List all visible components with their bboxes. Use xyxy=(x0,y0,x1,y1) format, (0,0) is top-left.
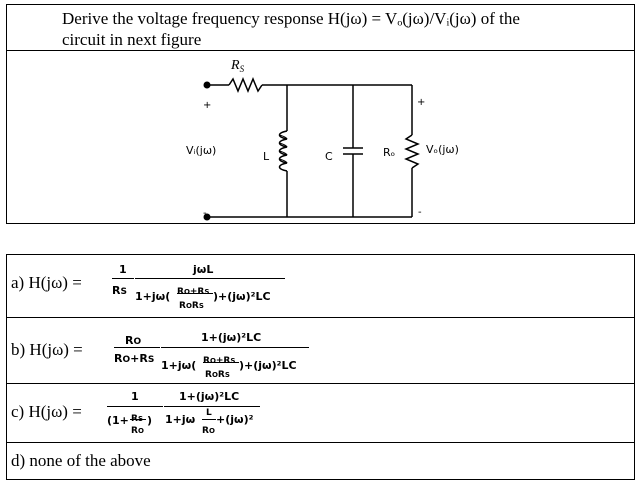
question-text: Derive the voltage frequency response H(jω) = Vₒ(jω)/Vᵢ(jω) of the xyxy=(62,9,520,28)
option-a-num1: 1 xyxy=(119,263,127,276)
option-b-inner-num: RO+RS xyxy=(203,356,236,366)
option-c-den1-post: ) xyxy=(147,414,153,427)
option-a-label: a) H(jω) = xyxy=(11,273,82,292)
option-d[interactable] xyxy=(7,443,634,479)
option-a-inner-num: RO+RS xyxy=(177,287,210,297)
ro-label: Rₒ xyxy=(383,146,396,159)
minus-left: - xyxy=(203,208,207,219)
option-c-den1-inner-den: RO xyxy=(131,426,144,436)
option-c-den2-pre: 1+jω xyxy=(165,413,196,426)
rs-label: $R_S$ xyxy=(231,58,245,74)
resistor-rs xyxy=(229,79,262,91)
option-b-den2-post: )+(jω)²LC xyxy=(239,359,297,372)
question-box xyxy=(6,4,635,224)
option-b-label: b) H(jω) = xyxy=(11,340,83,359)
option-d-label: d) none of the above xyxy=(11,451,151,470)
option-b-den1: RO+RS xyxy=(114,352,155,365)
resistor-ro xyxy=(406,135,418,168)
option-c-num1: 1 xyxy=(131,390,139,403)
option-c-den1-inner-num: RS xyxy=(131,414,143,424)
option-a-num2: jωL xyxy=(193,263,214,276)
vi-label: Vᵢ(jω) xyxy=(186,144,217,157)
terminal-top-left xyxy=(204,82,211,89)
circuit-diagram xyxy=(7,51,634,223)
vo-label: Vₒ(jω) xyxy=(426,143,459,156)
option-c-num2: 1+(jω)²LC xyxy=(179,390,240,403)
option-a-den2-post: )+(jω)²LC xyxy=(213,290,271,303)
c-label: C xyxy=(325,150,333,163)
option-a-inner-den: RORS xyxy=(179,301,204,311)
option-c-den1-pre: (1+ xyxy=(107,414,129,427)
option-a[interactable] xyxy=(7,255,634,317)
option-c[interactable] xyxy=(7,384,634,442)
options-box xyxy=(6,254,635,480)
l-label: L xyxy=(263,150,270,163)
question-text-line2: circuit in next figure xyxy=(62,30,202,49)
option-c-den2-post: +(jω)² xyxy=(216,413,254,426)
option-c-den2-inner-den: RO xyxy=(202,426,215,436)
plus-right: + xyxy=(417,97,426,108)
minus-right: - xyxy=(418,207,422,218)
option-a-den1: RS xyxy=(112,284,127,297)
plus-left: + xyxy=(203,100,212,111)
option-b-num1: RO xyxy=(125,334,142,347)
option-b[interactable] xyxy=(7,318,634,383)
option-b-den2-pre: 1+jω( xyxy=(161,359,197,372)
option-c-label: c) H(jω) = xyxy=(11,402,82,421)
option-c-den2-inner-num: L xyxy=(206,408,212,418)
option-b-inner-den: RORS xyxy=(205,370,230,380)
option-a-den2-pre: 1+jω( xyxy=(135,290,171,303)
option-b-num2: 1+(jω)²LC xyxy=(201,331,262,344)
